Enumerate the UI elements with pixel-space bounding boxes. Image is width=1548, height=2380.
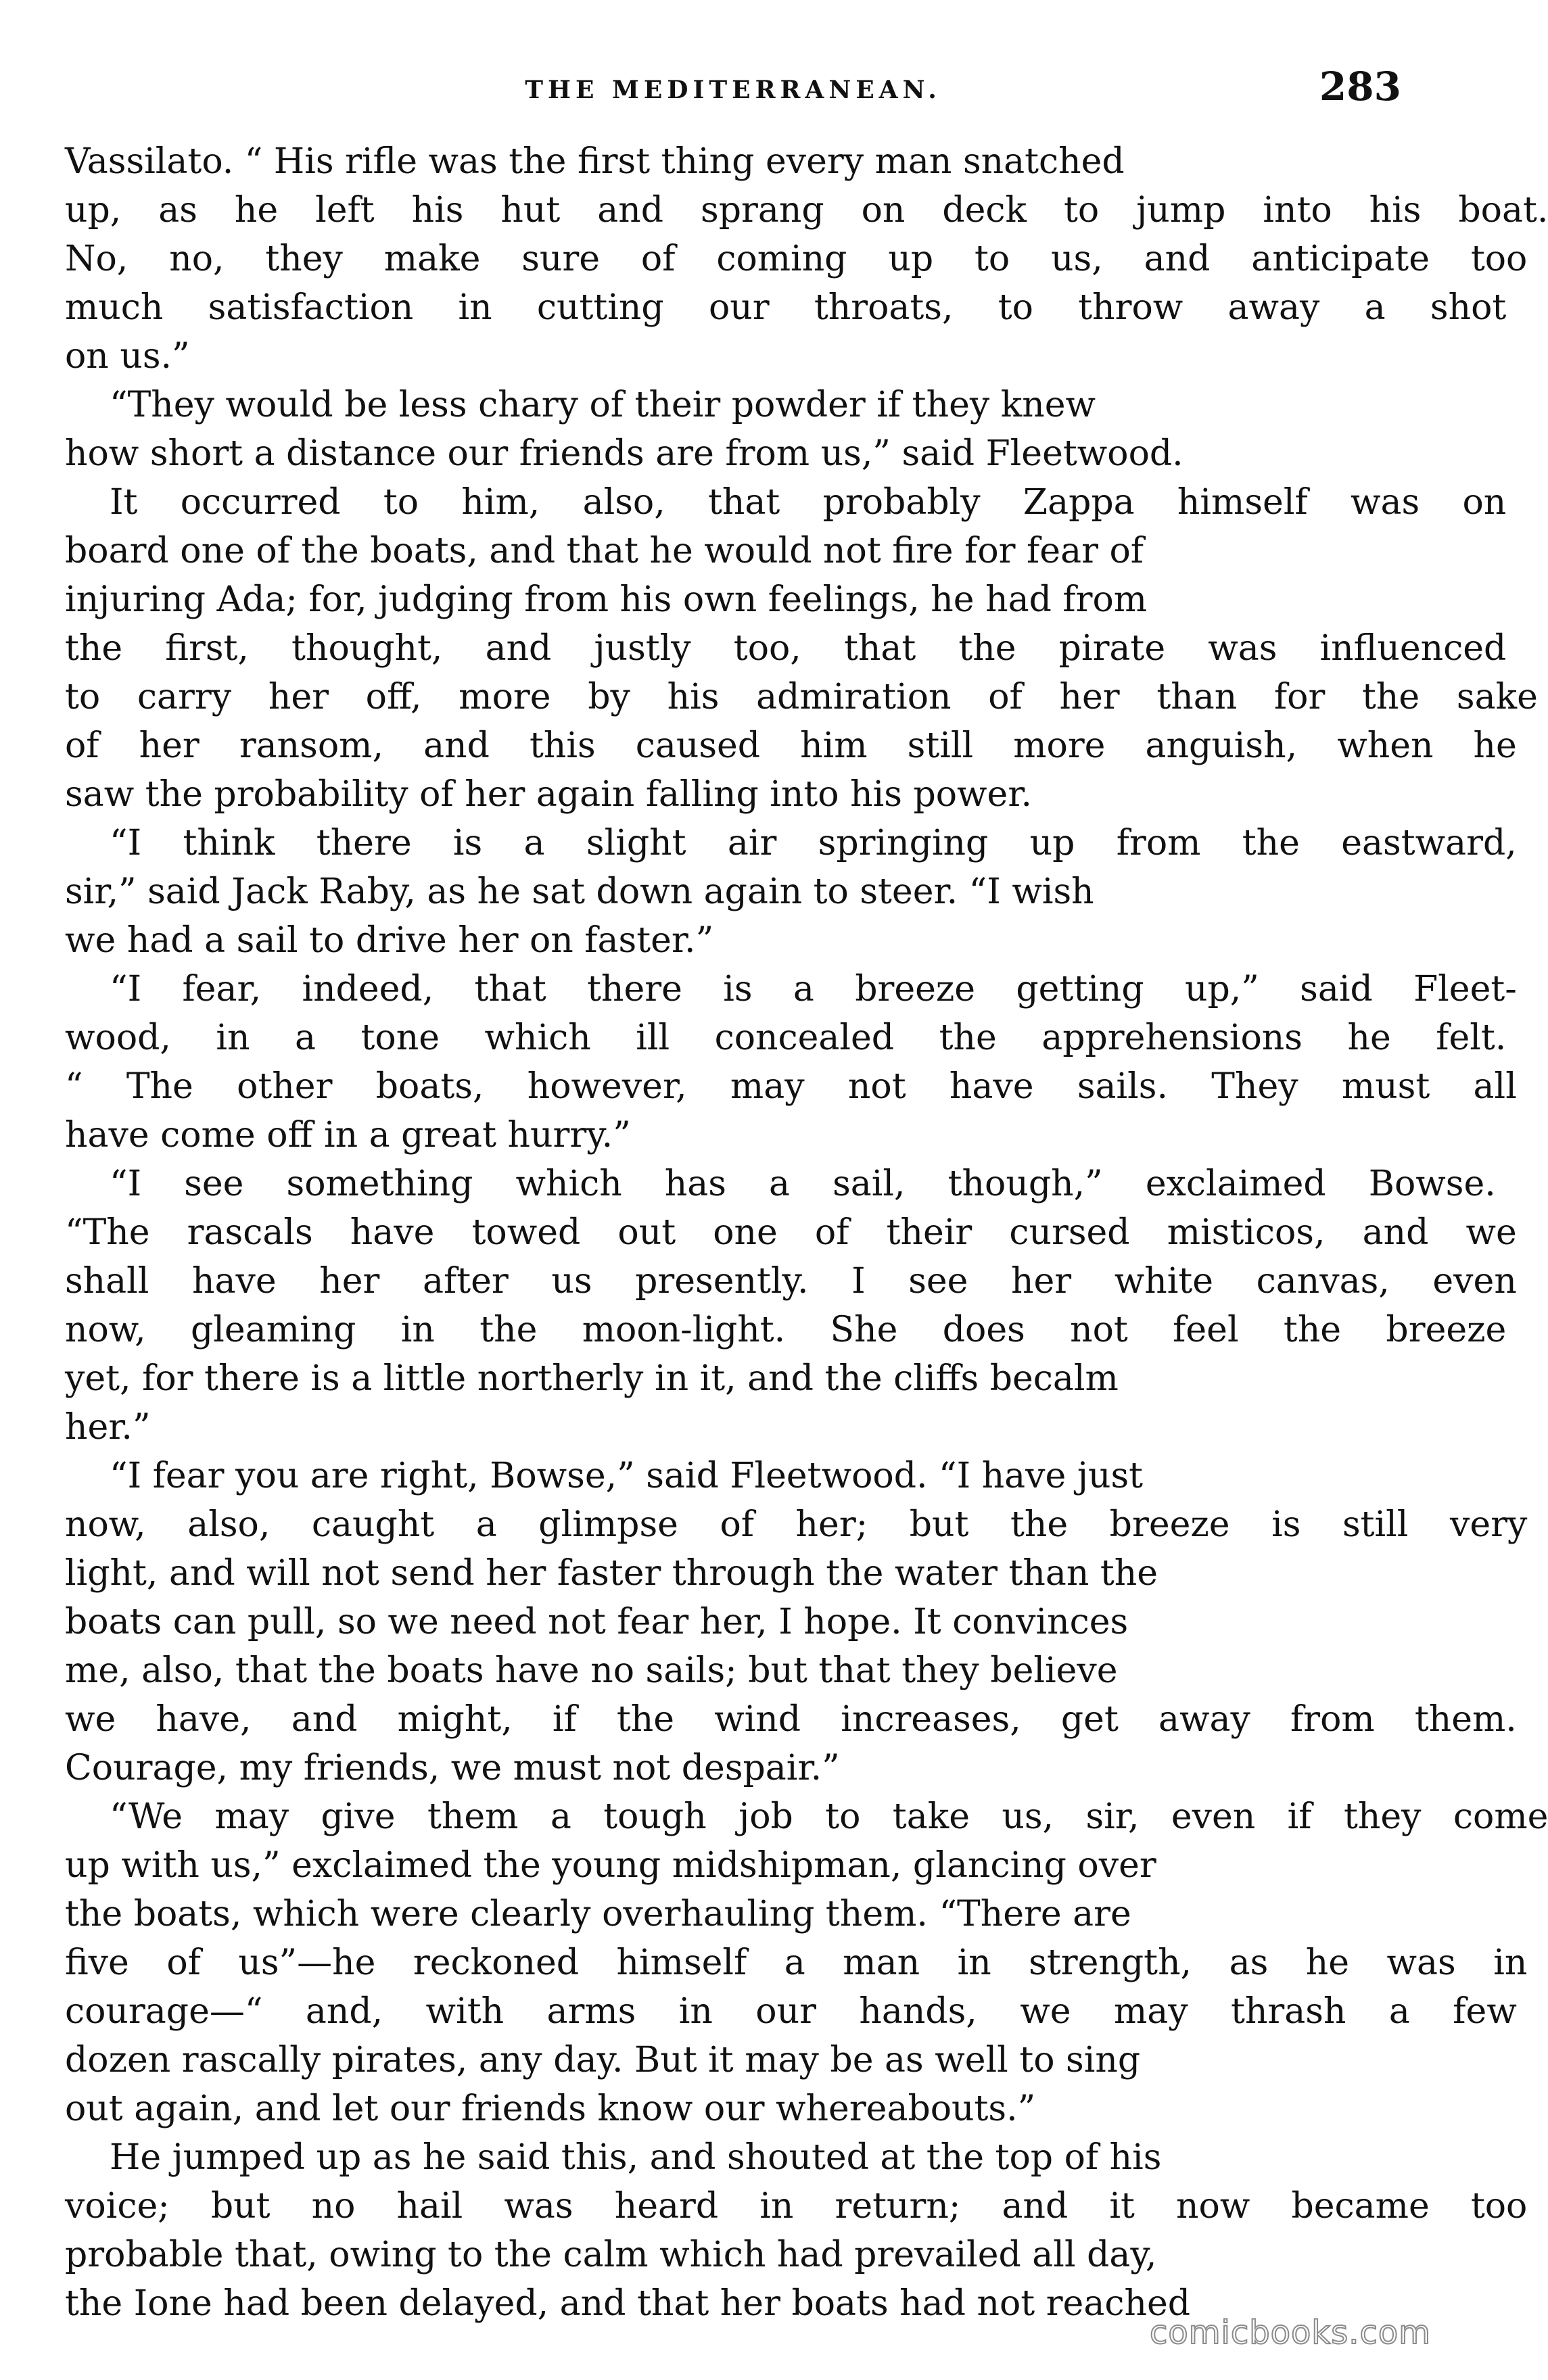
text-line: No, no, they make sure of coming up to us, and anticipate too [65,239,1528,279]
text-line: we had a sail to drive her on faster.” [65,920,714,961]
text-line: out again, and let our friends know our whereabouts.” [65,2089,1036,2129]
text-line: up with us,” exclaimed the young midshipman, glancing over [65,1845,1156,1886]
text-line: five of us”—he reckoned himself a man in strength, as he was in [65,1943,1528,1983]
text-line: voice; but no hail was heard in return; and it now became too [65,2186,1528,2227]
text-line: “I fear, indeed, that there is a breeze getting up,” said Fleet- [110,969,1517,1009]
text-line: sir,” said Jack Raby, as he sat down again to steer. “I wish [65,872,1094,912]
text-line: light, and will not send her faster through the water than the [65,1553,1158,1594]
text-line: on us.” [65,336,190,377]
text-line: Courage, my friends, we must not despair.” [65,1748,840,1788]
text-line: shall have her after us presently. I see her white canvas, even [65,1261,1517,1302]
text-line: to carry her off, more by his admiration of her than for the sake [65,677,1538,717]
text-line: He jumped up as he said this, and shouted at the top of his [110,2137,1162,2178]
text-line: me, also, that the boats have no sails; but that they believe [65,1650,1118,1691]
text-line: her.” [65,1407,151,1448]
text-line: It occurred to him, also, that probably Zappa himself was on [110,482,1507,523]
text-line: saw the probability of her again falling into his power. [65,774,1032,815]
text-line: board one of the boats, and that he would not fire for fear of [65,531,1144,571]
text-line: the Ione had been delayed, and that her boats had not reached [65,2283,1190,2324]
text-line: “I think there is a slight air springing up from the eastward, [110,823,1517,863]
text-line: of her ransom, and this caused him still more anguish, when he [65,725,1517,766]
page-header [65,64,1401,124]
text-line: we have, and might, if the wind increases, get away from them. [65,1699,1517,1740]
text-line: courage—“ and, with arms in our hands, we may thrash a few [65,1991,1517,2032]
text-line: have come off in a great hurry.” [65,1115,631,1156]
text-line: dozen rascally pirates, any day. But it may be as well to sing [65,2040,1141,2080]
text-line: wood, in a tone which ill concealed the apprehensions he felt. [65,1018,1507,1058]
text-line: Vassilato. “ His rifle was the first thing every man snatched [65,141,1125,182]
text-line: “I fear you are right, Bowse,” said Fleetwood. “I have just [110,1456,1144,1496]
text-line: “I see something which has a sail, though,” exclaimed Bowse. [110,1164,1496,1204]
text-line: probable that, owing to the calm which had prevailed all day, [65,2235,1157,2275]
page-number: 283 [1319,64,1401,110]
text-line: the boats, which were clearly overhauling them. “There are [65,1894,1131,1934]
text-line: now, also, caught a glimpse of her; but the breeze is still very [65,1504,1528,1545]
text-line: boats can pull, so we need not fear her, I hope. It convinces [65,1602,1129,1642]
text-line: “The rascals have towed out one of their cursed misticos, and we [65,1212,1517,1253]
page-body [65,137,1548,2328]
text-line: much satisfaction in cutting our throats, to throw away a shot [65,287,1507,328]
running-head: THE MEDITERRANEAN. [525,76,941,104]
text-line: the first, thought, and justly too, that the pirate was influenced [65,628,1507,669]
text-line: “They would be less chary of their powder if they knew [110,385,1096,425]
text-line: yet, for there is a little northerly in it, and the cliffs becalm [65,1358,1119,1399]
text-line: up, as he left his hut and sprang on deck to jump into his boat. [65,190,1548,231]
text-line: “We may give them a tough job to take us, sir, even if they come [110,1796,1548,1837]
text-line: now, gleaming in the moon-light. She does not feel the breeze [65,1310,1507,1350]
text-line: injuring Ada; for, judging from his own feelings, he had from [65,579,1148,620]
watermark: comicbooks.com [1149,2314,1431,2352]
text-line: how short a distance our friends are from us,” said Fleetwood. [65,433,1183,474]
text-line: “ The other boats, however, may not have sails. They must all [65,1066,1517,1107]
